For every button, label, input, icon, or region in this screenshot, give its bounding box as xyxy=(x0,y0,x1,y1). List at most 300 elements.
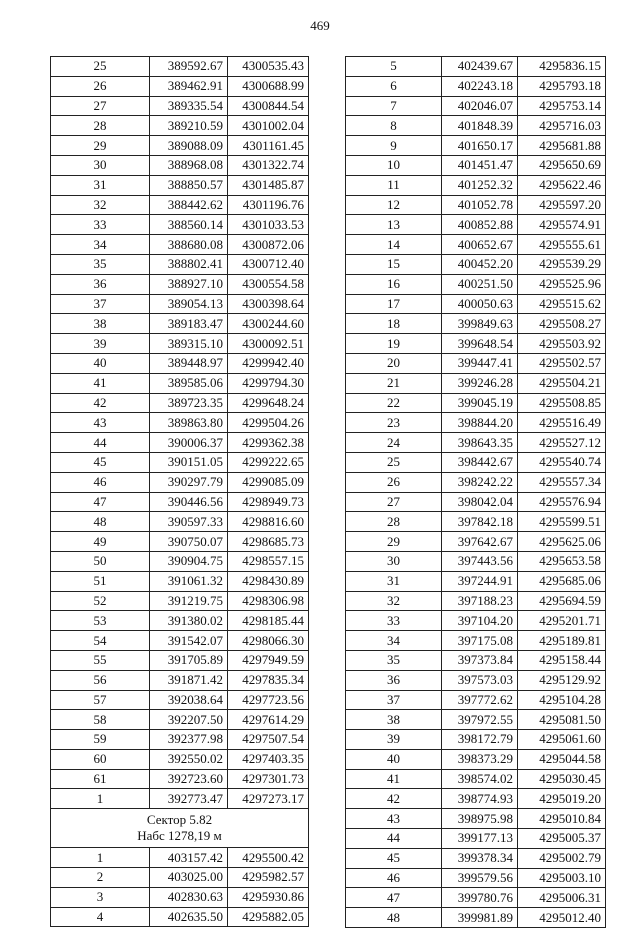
x-coordinate: 389088.09 xyxy=(150,136,228,156)
table-row xyxy=(346,809,606,829)
x-coordinate: 389448.97 xyxy=(150,353,228,373)
table-row xyxy=(51,116,309,136)
y-coordinate: 4298557.15 xyxy=(228,551,309,571)
point-number: 45 xyxy=(51,452,150,472)
y-coordinate: 4299085.09 xyxy=(228,472,309,492)
y-coordinate: 4297614.29 xyxy=(228,710,309,730)
table-row xyxy=(346,373,606,393)
point-number: 36 xyxy=(346,670,442,690)
y-coordinate: 4295650.69 xyxy=(518,155,606,175)
table-row xyxy=(346,749,606,769)
point-number: 32 xyxy=(51,195,150,215)
point-number: 50 xyxy=(51,551,150,571)
x-coordinate: 391542.07 xyxy=(150,631,228,651)
x-coordinate: 389863.80 xyxy=(150,413,228,433)
x-coordinate: 397972.55 xyxy=(442,710,518,730)
y-coordinate: 4295201.71 xyxy=(518,611,606,631)
y-coordinate: 4298306.98 xyxy=(228,591,309,611)
table-row xyxy=(51,96,309,116)
point-number: 11 xyxy=(346,175,442,195)
table-row xyxy=(51,76,309,96)
x-coordinate: 398975.98 xyxy=(442,809,518,829)
table-row xyxy=(346,175,606,195)
table-row xyxy=(51,670,309,690)
y-coordinate: 4295504.21 xyxy=(518,373,606,393)
x-coordinate: 399780.76 xyxy=(442,888,518,908)
y-coordinate: 4297273.17 xyxy=(228,789,309,809)
x-coordinate: 403157.42 xyxy=(150,848,228,868)
y-coordinate: 4300712.40 xyxy=(228,254,309,274)
x-coordinate: 392207.50 xyxy=(150,710,228,730)
x-coordinate: 398373.29 xyxy=(442,749,518,769)
x-coordinate: 398574.02 xyxy=(442,769,518,789)
table-row xyxy=(346,314,606,334)
table-row xyxy=(51,373,309,393)
x-coordinate: 399045.19 xyxy=(442,393,518,413)
x-coordinate: 398042.04 xyxy=(442,492,518,512)
table-row xyxy=(51,433,309,453)
point-number: 8 xyxy=(346,116,442,136)
table-row xyxy=(51,789,309,809)
table-row xyxy=(346,551,606,571)
y-coordinate: 4295685.06 xyxy=(518,571,606,591)
table-row xyxy=(51,175,309,195)
table-row xyxy=(51,472,309,492)
coordinates-table-left xyxy=(50,56,309,927)
y-coordinate: 4295982.57 xyxy=(228,868,309,888)
point-number: 1 xyxy=(51,848,150,868)
point-number: 17 xyxy=(346,294,442,314)
page-number: 469 xyxy=(310,18,330,33)
y-coordinate: 4295010.84 xyxy=(518,809,606,829)
table-row xyxy=(51,452,309,472)
table-row xyxy=(346,512,606,532)
table-row xyxy=(51,532,309,552)
table-row xyxy=(51,492,309,512)
table-row xyxy=(51,650,309,670)
sector-title: Сектор 5.82 xyxy=(146,812,213,828)
table-row xyxy=(51,155,309,175)
point-number: 44 xyxy=(346,829,442,849)
y-coordinate: 4301485.87 xyxy=(228,175,309,195)
y-coordinate: 4295622.46 xyxy=(518,175,606,195)
sector-header-row xyxy=(51,809,309,848)
point-number: 29 xyxy=(51,136,150,156)
y-coordinate: 4300398.64 xyxy=(228,294,309,314)
x-coordinate: 388560.14 xyxy=(150,215,228,235)
y-coordinate: 4295525.96 xyxy=(518,274,606,294)
point-number: 25 xyxy=(346,452,442,472)
table-row xyxy=(346,116,606,136)
table-row xyxy=(51,690,309,710)
table-row xyxy=(346,433,606,453)
x-coordinate: 403025.00 xyxy=(150,868,228,888)
y-coordinate: 4295716.03 xyxy=(518,116,606,136)
point-number: 60 xyxy=(51,749,150,769)
table-row xyxy=(346,650,606,670)
x-coordinate: 398844.20 xyxy=(442,413,518,433)
point-number: 35 xyxy=(51,254,150,274)
table-row xyxy=(346,215,606,235)
point-number: 39 xyxy=(346,730,442,750)
x-coordinate: 389462.91 xyxy=(150,76,228,96)
point-number: 12 xyxy=(346,195,442,215)
x-coordinate: 401451.47 xyxy=(442,155,518,175)
y-coordinate: 4295574.91 xyxy=(518,215,606,235)
point-number: 43 xyxy=(346,809,442,829)
x-coordinate: 400251.50 xyxy=(442,274,518,294)
y-coordinate: 4301033.53 xyxy=(228,215,309,235)
sector-subtitle: Набс 1278,19 м xyxy=(137,828,222,844)
point-number: 15 xyxy=(346,254,442,274)
point-number: 3 xyxy=(51,887,150,907)
point-number: 10 xyxy=(346,155,442,175)
y-coordinate: 4295793.18 xyxy=(518,76,606,96)
point-number: 9 xyxy=(346,136,442,156)
point-number: 18 xyxy=(346,314,442,334)
x-coordinate: 398643.35 xyxy=(442,433,518,453)
x-coordinate: 391705.89 xyxy=(150,650,228,670)
point-number: 43 xyxy=(51,413,150,433)
point-number: 14 xyxy=(346,235,442,255)
y-coordinate: 4295597.20 xyxy=(518,195,606,215)
y-coordinate: 4300844.54 xyxy=(228,96,309,116)
x-coordinate: 397772.62 xyxy=(442,690,518,710)
x-coordinate: 399246.28 xyxy=(442,373,518,393)
x-coordinate: 388442.62 xyxy=(150,195,228,215)
point-number: 59 xyxy=(51,730,150,750)
table-row xyxy=(51,215,309,235)
x-coordinate: 400852.88 xyxy=(442,215,518,235)
point-number: 45 xyxy=(346,848,442,868)
table-row xyxy=(51,591,309,611)
x-coordinate: 401650.17 xyxy=(442,136,518,156)
point-number: 48 xyxy=(346,908,442,928)
y-coordinate: 4295753.14 xyxy=(518,96,606,116)
x-coordinate: 389183.47 xyxy=(150,314,228,334)
x-coordinate: 400050.63 xyxy=(442,294,518,314)
x-coordinate: 390750.07 xyxy=(150,532,228,552)
x-coordinate: 391871.42 xyxy=(150,670,228,690)
point-number: 58 xyxy=(51,710,150,730)
point-number: 48 xyxy=(51,512,150,532)
point-number: 28 xyxy=(51,116,150,136)
x-coordinate: 402439.67 xyxy=(442,57,518,77)
x-coordinate: 399378.34 xyxy=(442,848,518,868)
x-coordinate: 390904.75 xyxy=(150,551,228,571)
table-row xyxy=(51,136,309,156)
x-coordinate: 389210.59 xyxy=(150,116,228,136)
table-row xyxy=(346,334,606,354)
table-row xyxy=(51,907,309,927)
y-coordinate: 4301161.45 xyxy=(228,136,309,156)
point-number: 44 xyxy=(51,433,150,453)
table-row xyxy=(51,353,309,373)
point-number: 33 xyxy=(51,215,150,235)
point-number: 26 xyxy=(51,76,150,96)
table-row xyxy=(346,96,606,116)
x-coordinate: 391061.32 xyxy=(150,571,228,591)
x-coordinate: 390597.33 xyxy=(150,512,228,532)
table-row xyxy=(51,413,309,433)
y-coordinate: 4295653.58 xyxy=(518,551,606,571)
table-row xyxy=(346,848,606,868)
x-coordinate: 401848.39 xyxy=(442,116,518,136)
y-coordinate: 4300244.60 xyxy=(228,314,309,334)
y-coordinate: 4295003.10 xyxy=(518,868,606,888)
table-row xyxy=(51,571,309,591)
x-coordinate: 390151.05 xyxy=(150,452,228,472)
x-coordinate: 389054.13 xyxy=(150,294,228,314)
point-number: 61 xyxy=(51,769,150,789)
point-number: 39 xyxy=(51,334,150,354)
point-number: 31 xyxy=(346,571,442,591)
x-coordinate: 388802.41 xyxy=(150,254,228,274)
x-coordinate: 399177.13 xyxy=(442,829,518,849)
table-row xyxy=(346,472,606,492)
table-row xyxy=(51,551,309,571)
y-coordinate: 4295104.28 xyxy=(518,690,606,710)
point-number: 38 xyxy=(51,314,150,334)
x-coordinate: 397573.03 xyxy=(442,670,518,690)
point-number: 28 xyxy=(346,512,442,532)
y-coordinate: 4298430.89 xyxy=(228,571,309,591)
table-row xyxy=(346,254,606,274)
table-row xyxy=(51,769,309,789)
point-number: 30 xyxy=(51,155,150,175)
y-coordinate: 4295576.94 xyxy=(518,492,606,512)
x-coordinate: 397188.23 xyxy=(442,591,518,611)
point-number: 30 xyxy=(346,551,442,571)
point-number: 6 xyxy=(346,76,442,96)
point-number: 49 xyxy=(51,532,150,552)
table-row xyxy=(346,294,606,314)
y-coordinate: 4295540.74 xyxy=(518,452,606,472)
x-coordinate: 397373.84 xyxy=(442,650,518,670)
y-coordinate: 4300688.99 xyxy=(228,76,309,96)
x-coordinate: 397642.67 xyxy=(442,532,518,552)
x-coordinate: 398442.67 xyxy=(442,452,518,472)
table-row xyxy=(51,868,309,888)
x-coordinate: 391219.75 xyxy=(150,591,228,611)
table-row xyxy=(346,908,606,928)
y-coordinate: 4295516.49 xyxy=(518,413,606,433)
table-row xyxy=(51,57,309,77)
table-row xyxy=(346,670,606,690)
point-number: 4 xyxy=(51,907,150,927)
table-row xyxy=(51,611,309,631)
point-number: 27 xyxy=(51,96,150,116)
y-coordinate: 4295189.81 xyxy=(518,631,606,651)
y-coordinate: 4299362.38 xyxy=(228,433,309,453)
y-coordinate: 4300872.06 xyxy=(228,235,309,255)
table-row xyxy=(346,868,606,888)
table-row xyxy=(51,730,309,750)
table-row xyxy=(346,492,606,512)
table-row xyxy=(51,334,309,354)
x-coordinate: 402243.18 xyxy=(442,76,518,96)
table-row xyxy=(51,294,309,314)
table-row xyxy=(346,769,606,789)
x-coordinate: 399447.41 xyxy=(442,353,518,373)
y-coordinate: 4295129.92 xyxy=(518,670,606,690)
point-number: 25 xyxy=(51,57,150,77)
y-coordinate: 4295002.79 xyxy=(518,848,606,868)
table-row xyxy=(346,413,606,433)
table-row xyxy=(346,532,606,552)
table-row xyxy=(346,690,606,710)
point-number: 22 xyxy=(346,393,442,413)
y-coordinate: 4295681.88 xyxy=(518,136,606,156)
x-coordinate: 390446.56 xyxy=(150,492,228,512)
y-coordinate: 4295061.60 xyxy=(518,730,606,750)
x-coordinate: 388850.57 xyxy=(150,175,228,195)
x-coordinate: 392377.98 xyxy=(150,730,228,750)
table-row xyxy=(51,631,309,651)
x-coordinate: 392723.60 xyxy=(150,769,228,789)
y-coordinate: 4295019.20 xyxy=(518,789,606,809)
sector-header xyxy=(51,809,309,848)
table-row xyxy=(346,631,606,651)
point-number: 46 xyxy=(51,472,150,492)
x-coordinate: 390297.79 xyxy=(150,472,228,492)
point-number: 47 xyxy=(346,888,442,908)
x-coordinate: 399981.89 xyxy=(442,908,518,928)
x-coordinate: 389723.35 xyxy=(150,393,228,413)
table-row xyxy=(346,452,606,472)
x-coordinate: 397104.20 xyxy=(442,611,518,631)
point-number: 21 xyxy=(346,373,442,393)
y-coordinate: 4295882.05 xyxy=(228,907,309,927)
table-row xyxy=(51,254,309,274)
table-row xyxy=(51,749,309,769)
table-row xyxy=(51,512,309,532)
y-coordinate: 4295625.06 xyxy=(518,532,606,552)
table-row xyxy=(51,887,309,907)
x-coordinate: 390006.37 xyxy=(150,433,228,453)
table-row xyxy=(51,848,309,868)
x-coordinate: 392550.02 xyxy=(150,749,228,769)
y-coordinate: 4299794.30 xyxy=(228,373,309,393)
x-coordinate: 400652.67 xyxy=(442,235,518,255)
point-number: 13 xyxy=(346,215,442,235)
y-coordinate: 4300554.58 xyxy=(228,274,309,294)
table-row xyxy=(346,155,606,175)
x-coordinate: 397443.56 xyxy=(442,551,518,571)
point-number: 31 xyxy=(51,175,150,195)
y-coordinate: 4295599.51 xyxy=(518,512,606,532)
x-coordinate: 399849.63 xyxy=(442,314,518,334)
y-coordinate: 4298185.44 xyxy=(228,611,309,631)
y-coordinate: 4295006.31 xyxy=(518,888,606,908)
y-coordinate: 4295930.86 xyxy=(228,887,309,907)
y-coordinate: 4301322.74 xyxy=(228,155,309,175)
point-number: 56 xyxy=(51,670,150,690)
table-row xyxy=(346,611,606,631)
point-number: 29 xyxy=(346,532,442,552)
point-number: 27 xyxy=(346,492,442,512)
point-number: 38 xyxy=(346,710,442,730)
y-coordinate: 4295005.37 xyxy=(518,829,606,849)
table-row xyxy=(51,314,309,334)
point-number: 41 xyxy=(51,373,150,393)
table-row xyxy=(346,393,606,413)
y-coordinate: 4295012.40 xyxy=(518,908,606,928)
y-coordinate: 4295500.42 xyxy=(228,848,309,868)
x-coordinate: 397175.08 xyxy=(442,631,518,651)
y-coordinate: 4299504.26 xyxy=(228,413,309,433)
point-number: 42 xyxy=(346,789,442,809)
x-coordinate: 388927.10 xyxy=(150,274,228,294)
point-number: 20 xyxy=(346,353,442,373)
y-coordinate: 4295508.27 xyxy=(518,314,606,334)
point-number: 51 xyxy=(51,571,150,591)
x-coordinate: 398172.79 xyxy=(442,730,518,750)
table-row xyxy=(346,235,606,255)
y-coordinate: 4295836.15 xyxy=(518,57,606,77)
table-row xyxy=(346,829,606,849)
x-coordinate: 397244.91 xyxy=(442,571,518,591)
point-number: 57 xyxy=(51,690,150,710)
x-coordinate: 388968.08 xyxy=(150,155,228,175)
y-coordinate: 4297301.73 xyxy=(228,769,309,789)
table-row xyxy=(346,136,606,156)
y-coordinate: 4295044.58 xyxy=(518,749,606,769)
point-number: 36 xyxy=(51,274,150,294)
coordinates-table-right xyxy=(345,56,606,928)
y-coordinate: 4295158.44 xyxy=(518,650,606,670)
x-coordinate: 397842.18 xyxy=(442,512,518,532)
table-row xyxy=(346,591,606,611)
table-row xyxy=(51,710,309,730)
x-coordinate: 389592.67 xyxy=(150,57,228,77)
y-coordinate: 4297403.35 xyxy=(228,749,309,769)
x-coordinate: 391380.02 xyxy=(150,611,228,631)
y-coordinate: 4295508.85 xyxy=(518,393,606,413)
point-number: 1 xyxy=(51,789,150,809)
y-coordinate: 4295557.34 xyxy=(518,472,606,492)
point-number: 37 xyxy=(346,690,442,710)
y-coordinate: 4297835.34 xyxy=(228,670,309,690)
x-coordinate: 400452.20 xyxy=(442,254,518,274)
x-coordinate: 389315.10 xyxy=(150,334,228,354)
table-row xyxy=(51,235,309,255)
point-number: 33 xyxy=(346,611,442,631)
point-number: 19 xyxy=(346,334,442,354)
x-coordinate: 398242.22 xyxy=(442,472,518,492)
table-row xyxy=(346,710,606,730)
point-number: 53 xyxy=(51,611,150,631)
x-coordinate: 398774.93 xyxy=(442,789,518,809)
point-number: 34 xyxy=(51,235,150,255)
table-row xyxy=(51,274,309,294)
y-coordinate: 4299942.40 xyxy=(228,353,309,373)
y-coordinate: 4295081.50 xyxy=(518,710,606,730)
x-coordinate: 389585.06 xyxy=(150,373,228,393)
point-number: 46 xyxy=(346,868,442,888)
x-coordinate: 401252.32 xyxy=(442,175,518,195)
x-coordinate: 402046.07 xyxy=(442,96,518,116)
point-number: 26 xyxy=(346,472,442,492)
table-row xyxy=(346,789,606,809)
y-coordinate: 4300535.43 xyxy=(228,57,309,77)
point-number: 5 xyxy=(346,57,442,77)
y-coordinate: 4300092.51 xyxy=(228,334,309,354)
x-coordinate: 399579.56 xyxy=(442,868,518,888)
point-number: 41 xyxy=(346,769,442,789)
point-number: 2 xyxy=(51,868,150,888)
x-coordinate: 402635.50 xyxy=(150,907,228,927)
